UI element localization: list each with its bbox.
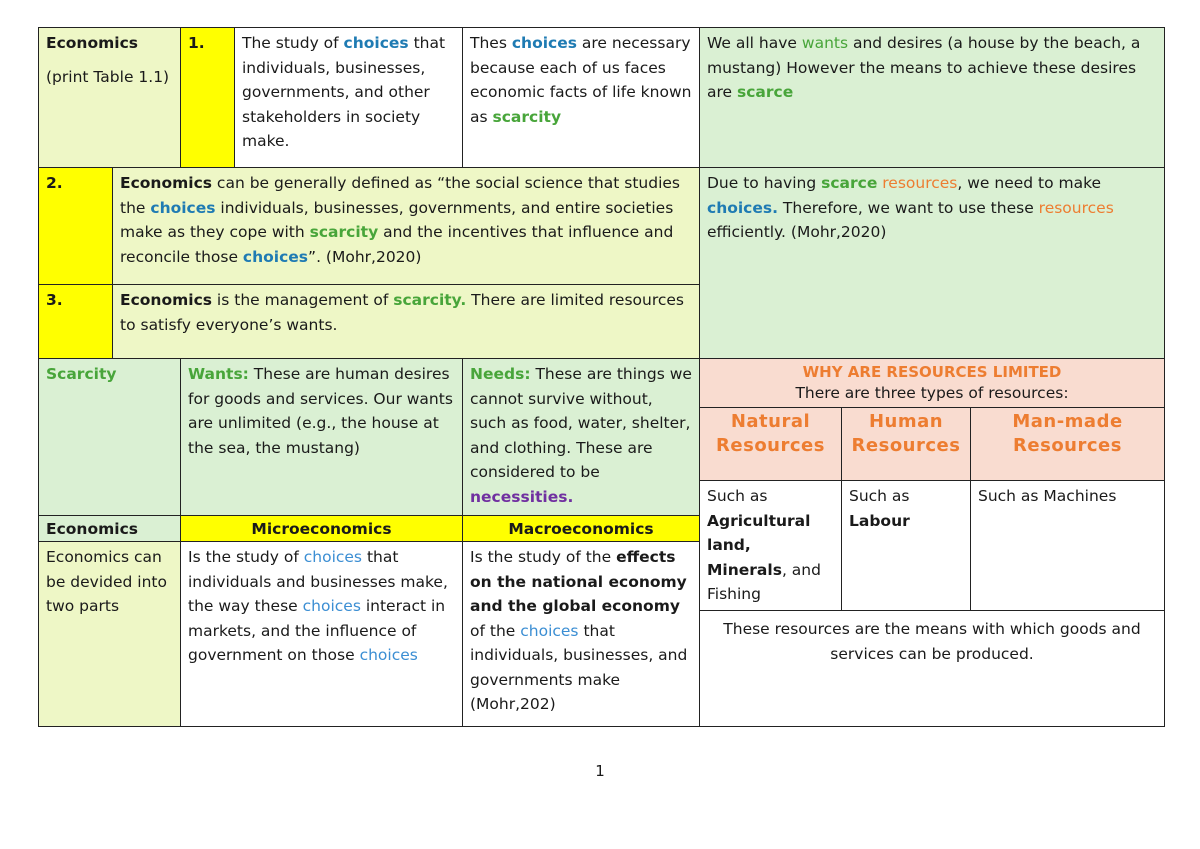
print-note: (print Table 1.1) (46, 67, 170, 86)
wants-cell: Wants: These are human desires for goods and services. Our wants are unlimited (e.g., the house at the sea, the mustang) (180, 358, 463, 516)
natural-resources-header: Natural Resources (699, 407, 842, 481)
why-title: WHY ARE RESOURCES LIMITED (802, 363, 1062, 381)
human-resources-header: Human Resources (841, 407, 971, 481)
definition-2-cell: Economics can be generally defined as “the social science that studies the choices individuals, businesses, governments, and entire societies make as they cope with scarcity and the incentives that influence and reconcile those choices”. (Mohr,2020) (112, 167, 700, 285)
scarcity-label-cell: Scarcity (38, 358, 181, 516)
wants-desires-cell: We all have wants and desires (a house by the beach, a mustang) However the means to achieve these desires are scarce (699, 27, 1165, 168)
two-parts-cell: Economics can be devided into two parts (38, 541, 181, 727)
page-number: 1 (595, 762, 605, 780)
microeconomics-header: Microeconomics (180, 515, 463, 542)
definition-3-cell: Economics is the management of scarcity. There are limited resources to satisfy everyone’s wants. (112, 284, 700, 359)
why-subtitle: There are three types of resources: (795, 384, 1069, 402)
economics-label: Economics (46, 34, 138, 52)
microeconomics-def-cell: Is the study of choices that individuals and businesses make, the way these choices interact in markets, and the influence of government on those choices (180, 541, 463, 727)
definition-1-cell: The study of choices that individuals, businesses, governments, and other stakeholders in society make. (234, 27, 463, 168)
economics-heading-cell (38, 27, 181, 168)
human-resources-example: Such as Labour (841, 480, 971, 611)
choices-necessary-cell: Thes choices are necessary because each of us faces economic facts of life known as scarcity (462, 27, 700, 168)
macroeconomics-header: Macroeconomics (462, 515, 700, 542)
resources-note-cell: These resources are the means with which goods and services can be produced. (699, 610, 1165, 727)
why-resources-limited-cell (699, 358, 1165, 408)
natural-resources-example: Such as Agricultural land, Minerals, and Fishing (699, 480, 842, 611)
num-2-cell: 2. (38, 167, 113, 285)
num-3-cell: 3. (38, 284, 113, 359)
manmade-resources-example: Such as Machines (970, 480, 1165, 611)
num-1-cell: 1. (180, 27, 235, 168)
macroeconomics-def-cell: Is the study of the effects on the national economy and the global economy of the choices that individuals, businesses, and governments make (Mohr,202) (462, 541, 700, 727)
scarce-resources-cell: Due to having scarce resources, we need to make choices. Therefore, we want to use these resources efficiently. (Mohr,2020) (699, 167, 1165, 359)
needs-cell: Needs: These are things we cannot survive without, such as food, water, shelter, and clothing. These are considered to be necessities. (462, 358, 700, 516)
manmade-resources-header: Man-made Resources (970, 407, 1165, 481)
economics-row-header: Economics (38, 515, 181, 542)
